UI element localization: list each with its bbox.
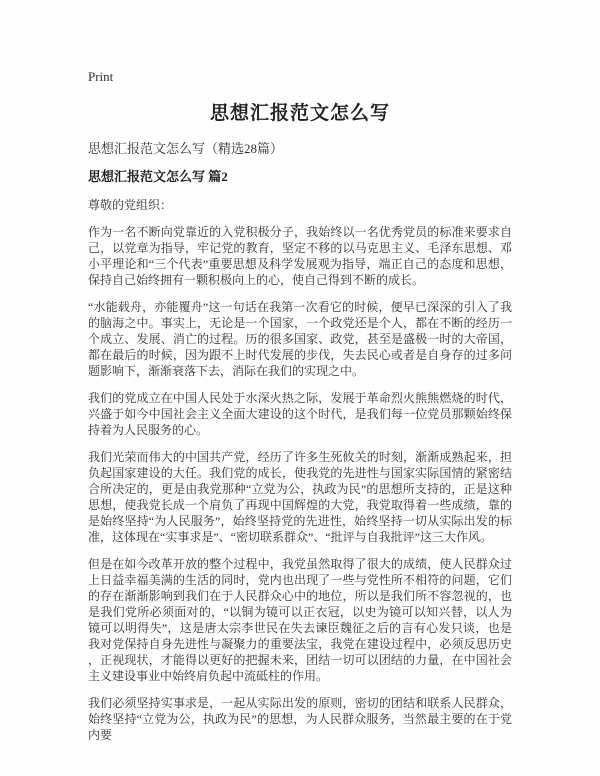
body-paragraph: 我们必须坚持实事求是，一起从实际出发的原则，密切的团结和联系人民群众，始终坚持“立党为公，执政为民”的思想，为人民群众服务，当然最主要的在于党内要: [88, 696, 512, 742]
page-title: 思想汇报范文怎么写: [209, 103, 390, 124]
doc-subtitle: 思想汇报范文怎么写（精选28篇）: [88, 141, 284, 156]
body-paragraph: 我们光荣而伟大的中国共产党，经历了许多生死攸关的时刻，渐渐成熟起来，担负起国家建设的大任。我们党的成长，使我党的先进性与国家实际国情的紧密结合所决定的，更是由我党那种“立党为公，执政为民”的思想所支持的，正是这种思想，使我党长成一个肩负了再现中国辉煌的大党，我党取得着一些成绩，靠的是始终坚持“为人民服务”，始终坚持党的先进性，始终坚持一切从实际出发的标准，这体现在“实事求是”、“密切联系群众”、“批评与自我批评”这三大作风。: [88, 450, 512, 544]
print-link[interactable]: Print: [88, 69, 114, 84]
body-paragraph: 我们的党成立在中国人民处于水深火热之际，发展于革命烈火熊熊燃烧的时代，兴盛于如今中国社会主义全面大建设的这个时代，是我们每一位党员那颗始终保持着为人民服务的心。: [88, 391, 512, 437]
salutation-line: 尊敬的党组织：: [88, 198, 173, 212]
section-heading: 思想汇报范文怎么写 篇2: [88, 169, 228, 184]
body-paragraph: “水能载舟，亦能覆舟”这一句话在我第一次看它的时候，便早已深深的引入了我的脑海之中。事实上，无论是一个国家，一个政党还是个人，都在不断的经历一个成立、发展、消亡的过程。历的很多国家、政党，甚至是盛极一时的大帝国，都在最后的时候，因为跟不上时代发展的步伐，失去民心或者是自身存的过多问题影响下，渐渐衰落下去，消际在我们的实现之中。: [88, 300, 512, 378]
body-paragraph: 作为一名不断向党靠近的入党积极分子，我始终以一名优秀党员的标准来要求自己，以党章为指导，牢记党的教育，坚定不移的以马克思主义、毛泽东思想、邓小平理论和“三个代表”重要思想及科学发展观为指导，端正自己的态度和思想，保持自己始终拥有一颗积极向上的心，使自己得到不断的成长。: [88, 225, 512, 287]
body-paragraph: 但是在如今改革开放的整个过程中，我党虽然取得了很大的成绩，使人民群众过上日益幸福美满的生活的同时，党内也出现了一些与党性所不相符的问题，它们的存在渐渐影响到我们在于人民群众心中的地位，所以是我们所不容忽视的，也是我们党所必须面对的，“以铜为镜可以正衣冠，以史为镜可以知兴替，以人为镜可以明得失”，这是唐太宗李世民在失去谏臣魏征之后的言有心发只谈，也是我对党保持自身先进性与凝聚力的重要法宝，我党在建设过程中，必须反思历史，正视现状，才能得以更好的把握未来，团结一切可以团结的力量，在中国社会主义建设事业中始终肩负起中流砥柱的作用。: [88, 557, 512, 683]
